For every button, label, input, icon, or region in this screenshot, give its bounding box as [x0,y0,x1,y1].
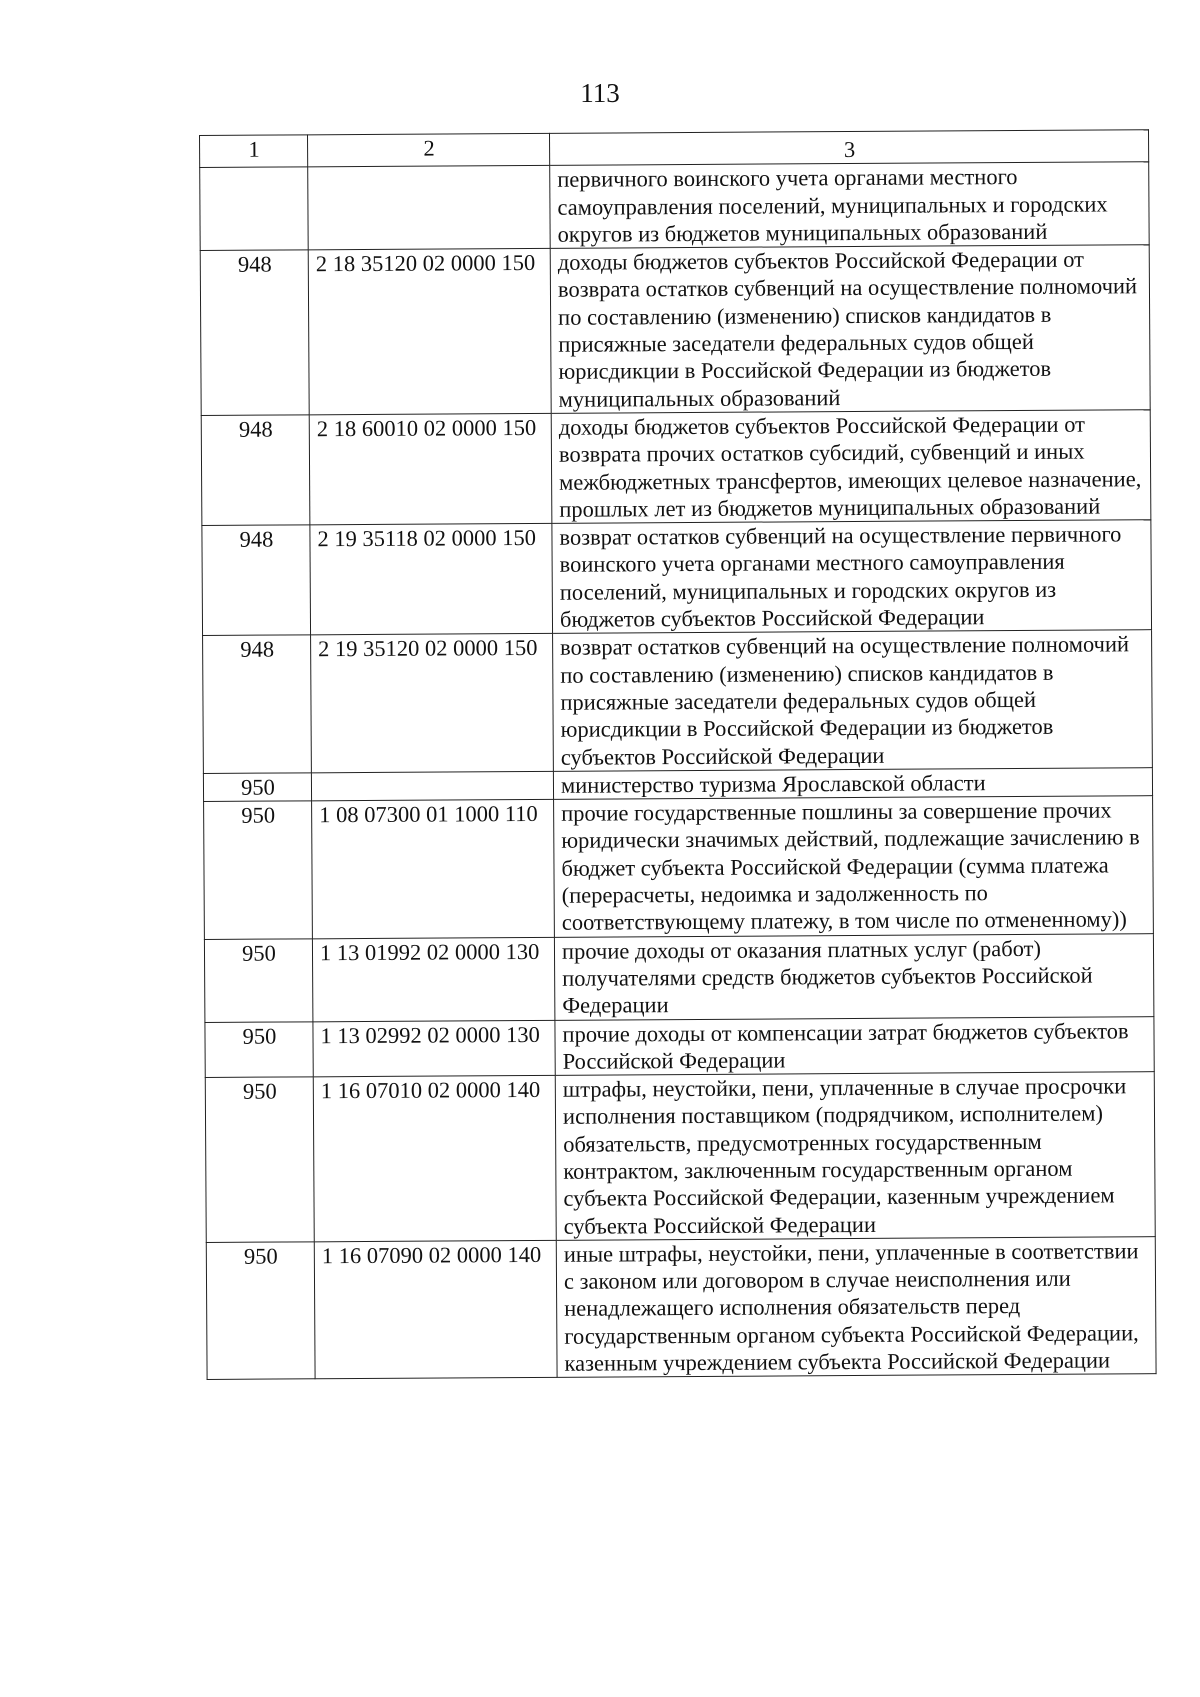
description-cell: министерство туризма Ярославской области [553,768,1152,800]
budget-code-cell: 1 13 01992 02 0000 130 [312,937,555,1021]
description-cell: первичного воинского учета органами местного самоуправления поселений, муниципальных и городских округов из бюджетов муниципальных образований [550,162,1149,249]
description-cell: прочие доходы от компенсации затрат бюджетов субъектов Российской Федерации [555,1016,1154,1075]
table-row [203,630,1153,773]
admin-code-cell: 950 [205,1021,313,1077]
budget-codes-table [199,129,1157,1380]
table-row [204,796,1154,939]
budget-code-cell: 1 13 02992 02 0000 130 [313,1020,555,1077]
admin-code-cell: 950 [206,1242,315,1380]
description-cell: иные штрафы, неустойки, пени, уплаченные в соответствии с законом или договором в случае неисполнения или ненадлежащего исполнения обязательств перед государственным органом субъекта Российской Федерации, казенным учреждением субъекта Российской Федерации [556,1237,1156,1378]
admin-code-cell: 948 [202,525,311,636]
table-row [202,520,1152,636]
page-number: 113 [580,78,620,108]
description-cell: штрафы, неустойки, пени, уплаченные в случае просрочки исполнения поставщиком (подрядчиком, исполнителем) обязательств, предусмотренных государственным контрактом, заключенным государственным органом субъекта Российской Федерации, казенным учреждением субъекта Российской Федерации [555,1072,1155,1240]
budget-code-cell: 2 18 60010 02 0000 150 [309,413,552,525]
budget-code-cell: 2 18 35120 02 0000 150 [308,249,551,415]
description-cell: прочие государственные пошлины за совершение прочих юридически значимых действий, подлежащие зачислению в бюджет субъекта Российской Федерации (сумма платежа (перерасчеты, недоимка и задолженность по соответствующему платежу, в том числе по отмененному)) [554,796,1154,937]
table-row [200,162,1149,251]
budget-code-cell: 2 19 35120 02 0000 150 [311,634,554,773]
description-cell: возврат остатков субвенций на осуществление первичного воинского учета органами местного самоуправления поселений, муниципальных и городских округов из бюджетов субъектов Российской Федерации [552,520,1152,634]
admin-code-cell: 950 [204,938,313,1022]
admin-code-cell: 948 [201,415,310,526]
budget-code-cell: 1 08 07300 01 1000 110 [312,799,555,938]
description-cell: доходы бюджетов субъектов Российской Федерации от возврата остатков субвенций на осуществление полномочий по составлению (изменению) списков кандидатов в присяжные заседатели федеральных судов общей юрисдикции в Российской Федерации из бюджетов муниципальных образований [550,245,1150,413]
table-row [204,933,1153,1022]
admin-code-cell: 950 [205,1077,314,1242]
admin-code-cell: 950 [204,801,313,939]
admin-code-cell [200,167,309,251]
description-cell: возврат остатков субвенций на осуществление полномочий по составлению (изменению) списков кандидатов в присяжные заседатели федеральных судов общей юрисдикции в Российской Федерации из бюджетов субъектов Российской Федерации [553,630,1153,771]
table-row [205,1072,1155,1243]
description-cell: прочие доходы от оказания платных услуг (работ) получателями средств бюджетов субъектов Российской Федерации [554,933,1153,1020]
budget-code-cell: 1 16 07010 02 0000 140 [313,1075,556,1241]
column-header-2: 2 [308,133,550,167]
column-header-3: 3 [549,130,1148,166]
column-header-1: 1 [200,135,308,168]
budget-code-cell: 1 16 07090 02 0000 140 [314,1240,557,1379]
table-row [200,245,1150,416]
budget-code-cell [308,166,551,250]
table-row [201,410,1151,526]
table-row [206,1237,1156,1380]
admin-code-cell: 948 [200,250,309,415]
table-body [200,162,1156,1380]
budget-code-cell: 2 19 35118 02 0000 150 [310,524,553,636]
table-row [205,1016,1154,1077]
admin-code-cell: 948 [203,635,312,773]
description-cell: доходы бюджетов субъектов Российской Федерации от возврата прочих остатков субсидий, субвенций и иных межбюджетных трансфертов, имеющих целевое назначение, прошлых лет из бюджетов муниципальных образований [551,410,1151,524]
admin-code-cell: 950 [203,773,311,802]
budget-code-cell [311,771,553,801]
